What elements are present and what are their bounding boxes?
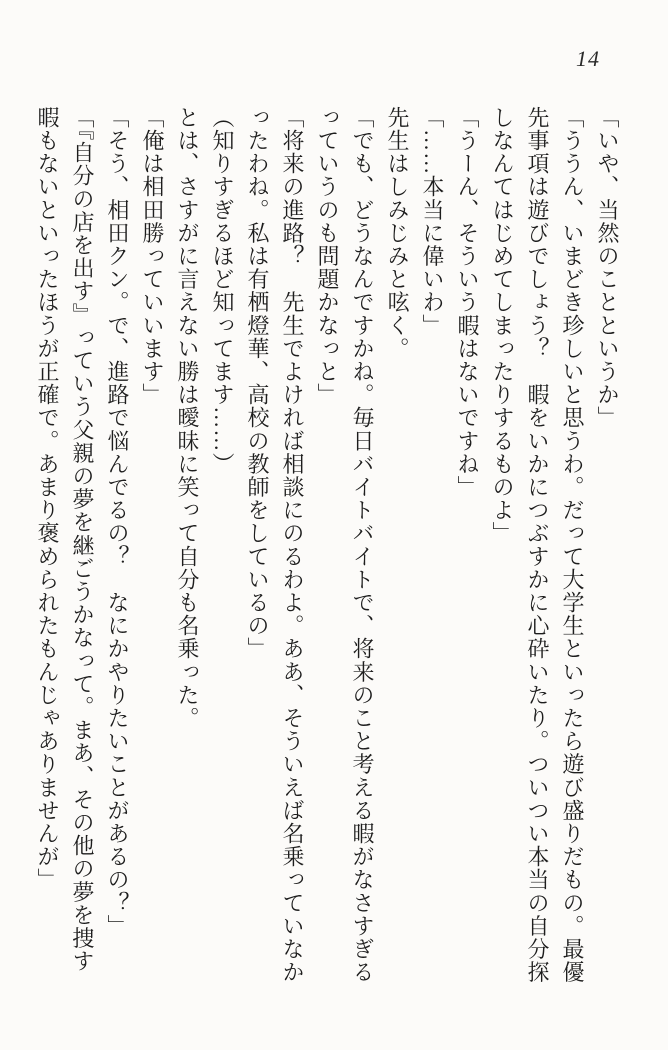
novel-text-block bbox=[30, 106, 625, 990]
paragraph-dialogue: 「『自分の店を出す』っていう父親の夢を継ごうかなって。まあ、その他の夢を捜す暇もないといったほうが正確で。あまり褒められたもんじゃありませんが」 bbox=[35, 106, 95, 973]
paragraph-dialogue: 「そう、相田クン。で、進路で悩んでるの？ なにかやりたいことがあるの？」 bbox=[105, 106, 130, 938]
page-number: 14 bbox=[576, 46, 600, 71]
paragraph-narration: とは、さすがに言えない勝は曖昧に笑って自分も名乗った。 bbox=[175, 106, 200, 730]
paragraph-inner-thought: （知りすぎるほど知ってます……） bbox=[210, 106, 235, 476]
paragraph-dialogue: 「ううん、いまどき珍しいと思うわ。だって大学生といったら遊び盛りだもの。最優先事項は遊びでしょう？ 暇をいかにつぶすかに心砕いたり。ついつい本当の自分探しなんてはじめてしまったりするものよ」 bbox=[490, 106, 585, 984]
paragraph-dialogue: 「いや、当然のことというか」 bbox=[595, 106, 620, 430]
paragraph-narration: 先生はしみじみと呟く。 bbox=[385, 106, 410, 361]
paragraph-dialogue: 「……本当に偉いわ」 bbox=[420, 106, 445, 337]
paragraph-dialogue: 「うーん、そういう暇はないですね」 bbox=[455, 106, 480, 499]
paragraph-dialogue: 「俺は相田勝っていいます」 bbox=[140, 106, 165, 407]
paragraph-dialogue: 「将来の進路？ 先生でよければ相談にのるわよ。ああ、そういえば名乗っていなかったわね。私は有栖燈華、高校の教師をしているの」 bbox=[245, 106, 305, 984]
paragraph-dialogue: 「でも、どうなんですかね。毎日バイトバイトで、将来のこと考える暇がなさすぎるっていうのも問題かなっと」 bbox=[315, 106, 375, 984]
